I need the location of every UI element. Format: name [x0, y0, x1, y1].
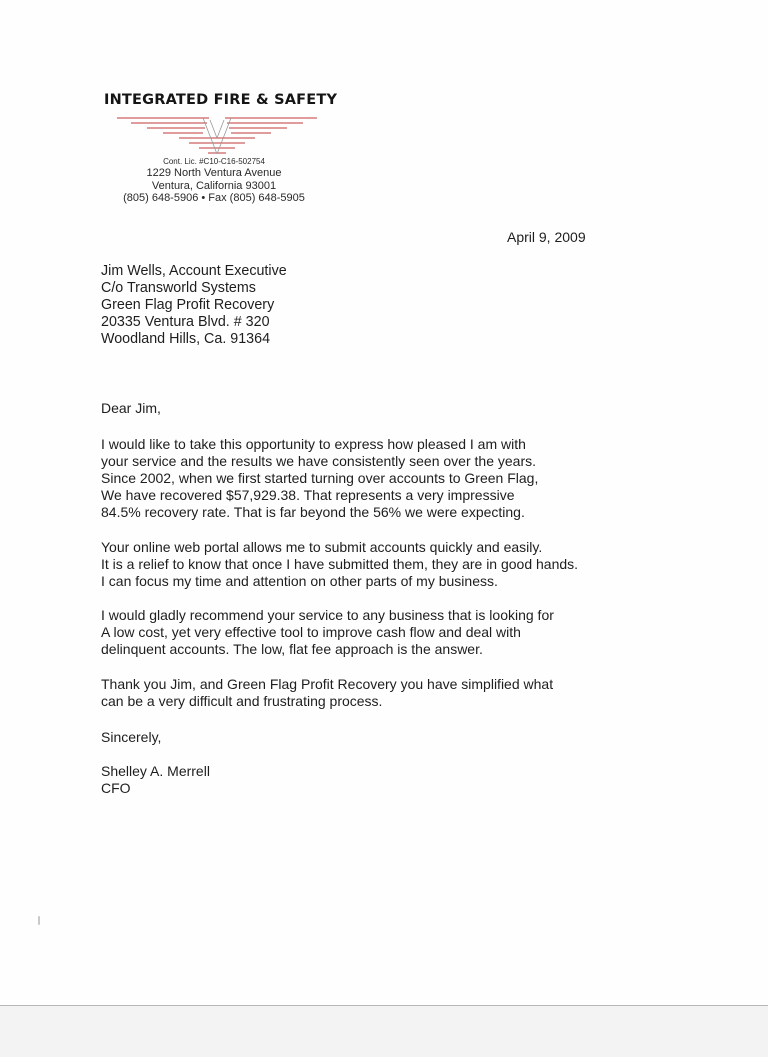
paragraph-line: can be a very difficult and frustrating process. — [101, 693, 383, 709]
paragraph-line: Since 2002, when we first started turning over accounts to Green Flag, — [101, 470, 539, 486]
paragraph-line: delinquent accounts. The low, flat fee approach is the answer. — [101, 641, 483, 657]
paragraph-line: 84.5% recovery rate. That is far beyond the 56% we were expecting. — [101, 504, 525, 520]
signer-title: CFO — [101, 780, 131, 796]
recipient-line: Green Flag Profit Recovery — [101, 297, 275, 313]
recipient-line: Woodland Hills, Ca. 91364 — [101, 331, 271, 347]
letter-date: April 9, 2009 — [507, 229, 586, 245]
company-phone-fax: (805) 648-5906 • Fax (805) 648-5905 — [123, 192, 305, 204]
paragraph-line: I would like to take this opportunity to express how pleased I am with — [101, 436, 526, 452]
recipient-line: Jim Wells, Account Executive — [101, 263, 287, 279]
paragraph-line: I can focus my time and attention on other parts of my business. — [101, 573, 498, 589]
body-paragraph — [101, 539, 578, 590]
company-name: INTEGRATED FIRE & SAFETY — [104, 92, 338, 108]
contractor-license: Cont. Lic. #C10-C16-502754 — [163, 157, 265, 166]
scan-speck — [38, 916, 40, 925]
company-logo-lines — [117, 116, 317, 158]
paragraph-line: your service and the results we have consistently seen over the years. — [101, 453, 536, 469]
recipient-line: 20335 Ventura Blvd. # 320 — [101, 314, 270, 330]
paragraph-line: I would gladly recommend your service to any business that is looking for — [101, 607, 554, 623]
salutation: Dear Jim, — [101, 400, 161, 416]
body-paragraph — [101, 436, 538, 521]
closing: Sincerely, — [101, 729, 162, 745]
recipient-line: C/o Transworld Systems — [101, 280, 256, 296]
signer-name: Shelley A. Merrell — [101, 763, 210, 779]
body-paragraph — [101, 676, 553, 710]
paragraph-line: It is a relief to know that once I have submitted them, they are in good hands. — [101, 556, 579, 572]
scanner-bed — [0, 1006, 768, 1057]
paragraph-line: A low cost, yet very effective tool to improve cash flow and deal with — [101, 624, 521, 640]
paragraph-line: We have recovered $57,929.38. That represents a very impressive — [101, 487, 515, 503]
company-city: Ventura, California 93001 — [151, 180, 277, 192]
paragraph-line: Thank you Jim, and Green Flag Profit Recovery you have simplified what — [101, 676, 554, 692]
body-paragraph — [101, 607, 554, 658]
company-street: 1229 North Ventura Avenue — [146, 167, 282, 179]
paragraph-line: Your online web portal allows me to submit accounts quickly and easily. — [101, 539, 543, 555]
recipient-address — [101, 263, 401, 348]
